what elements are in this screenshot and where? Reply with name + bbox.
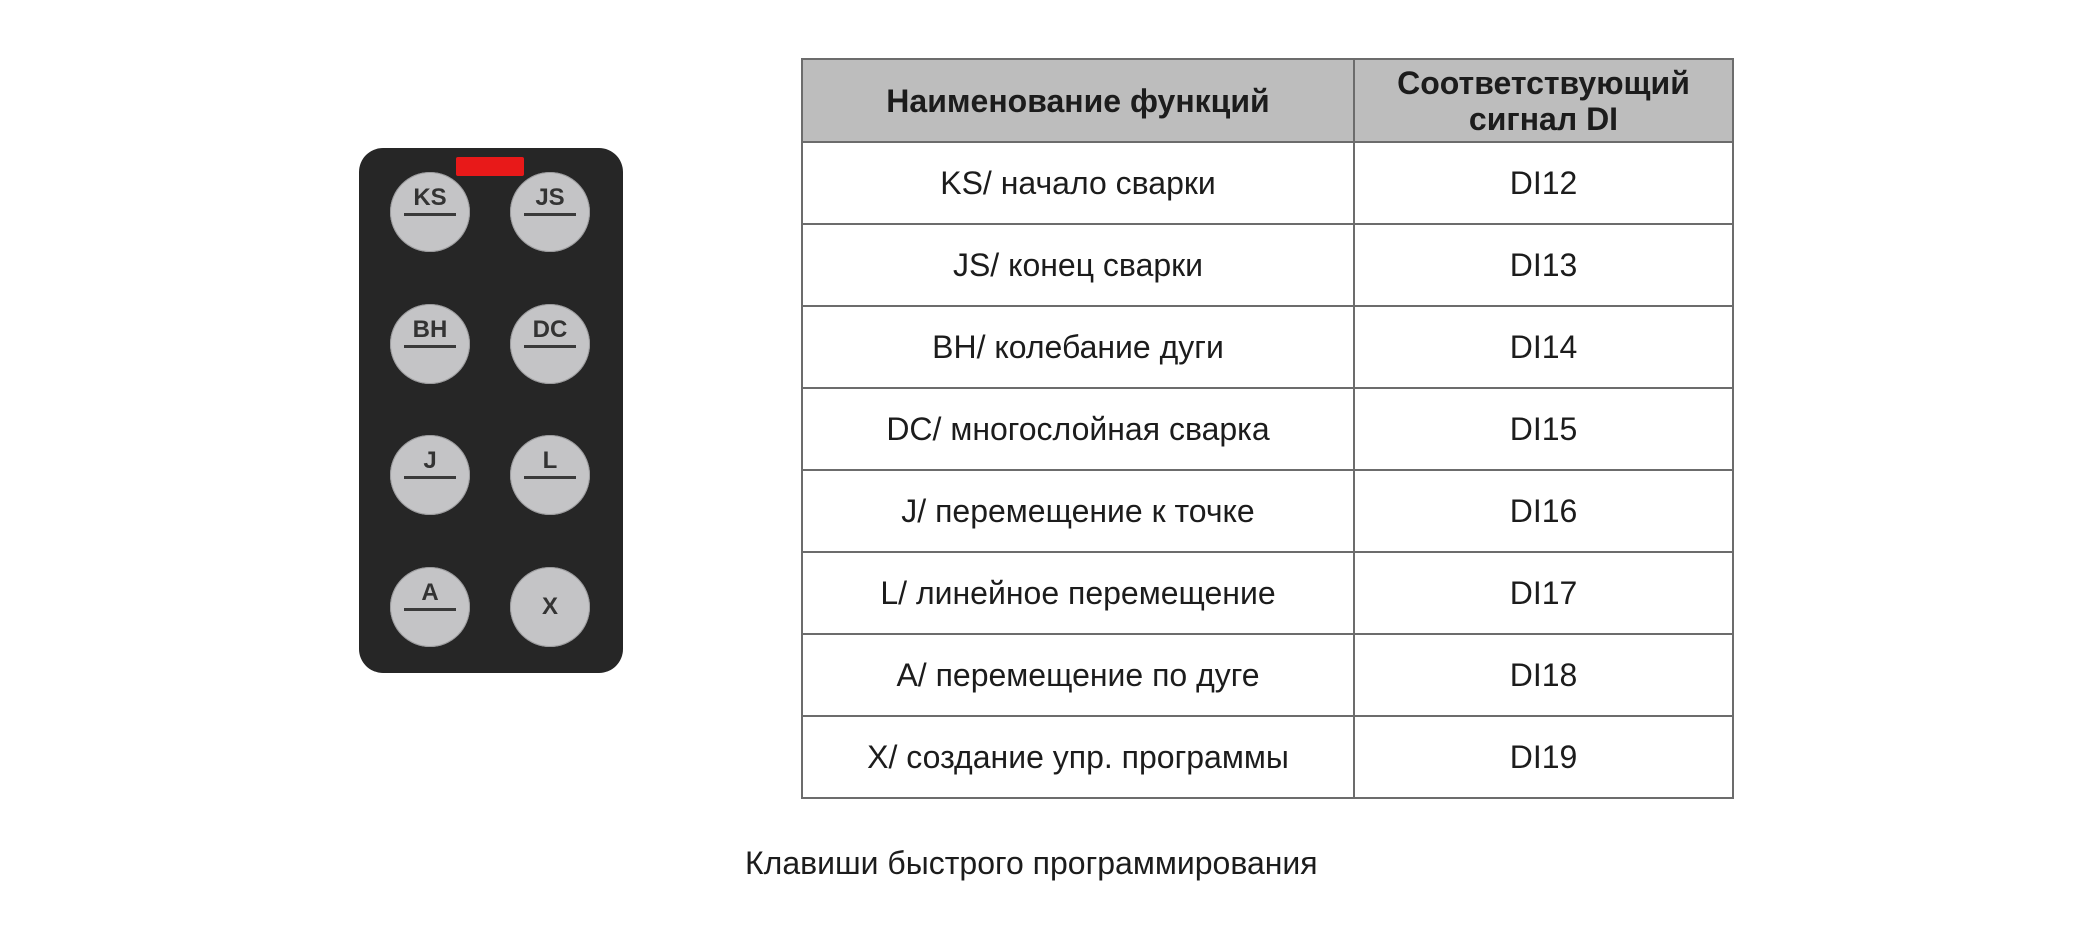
signal-cell: DI12 xyxy=(1354,142,1733,224)
table-row xyxy=(802,552,1733,634)
key-a[interactable] xyxy=(390,567,470,647)
key-bh-label: BH xyxy=(412,316,448,343)
function-cell: J/ перемещение к точке xyxy=(802,470,1354,552)
function-cell: A/ перемещение по дуге xyxy=(802,634,1354,716)
signal-cell: DI15 xyxy=(1354,388,1733,470)
key-dc-label: DC xyxy=(532,316,568,343)
key-ks[interactable] xyxy=(390,172,470,252)
key-l-label: L xyxy=(542,447,558,474)
key-js-label: JS xyxy=(535,184,565,211)
table-header-row xyxy=(802,59,1733,142)
signal-cell: DI18 xyxy=(1354,634,1733,716)
signal-cell: DI19 xyxy=(1354,716,1733,798)
signal-cell: DI16 xyxy=(1354,470,1733,552)
table-row xyxy=(802,470,1733,552)
key-j-label: J xyxy=(423,447,437,474)
function-cell: BH/ колебание дуги xyxy=(802,306,1354,388)
key-dc-underline xyxy=(524,345,576,348)
table-row xyxy=(802,142,1733,224)
table-row xyxy=(802,716,1733,798)
table-row xyxy=(802,306,1733,388)
signal-cell: DI13 xyxy=(1354,224,1733,306)
header-function-name: Наименование функций xyxy=(802,59,1354,142)
key-x[interactable] xyxy=(510,567,590,647)
table-row xyxy=(802,224,1733,306)
key-dc[interactable] xyxy=(510,304,590,384)
table-row xyxy=(802,634,1733,716)
function-cell: X/ создание упр. программы xyxy=(802,716,1354,798)
function-cell: KS/ начало сварки xyxy=(802,142,1354,224)
key-bh-underline xyxy=(404,345,456,348)
key-a-underline xyxy=(404,608,456,611)
key-ks-underline xyxy=(404,213,456,216)
key-x-label: X xyxy=(541,593,558,620)
function-cell: L/ линейное перемещение xyxy=(802,552,1354,634)
key-a-label: A xyxy=(421,579,439,606)
key-l-underline xyxy=(524,476,576,479)
key-j-underline xyxy=(404,476,456,479)
table-row xyxy=(802,388,1733,470)
key-l[interactable] xyxy=(510,435,590,515)
key-j[interactable] xyxy=(390,435,470,515)
signal-cell: DI17 xyxy=(1354,552,1733,634)
key-js-underline xyxy=(524,213,576,216)
header-di-signal: Соответствующий сигнал DI xyxy=(1354,59,1733,142)
figure-caption: Клавиши быстрого программирования xyxy=(745,845,1318,881)
key-ks-label: KS xyxy=(413,184,447,211)
indicator-led xyxy=(456,157,524,176)
quick-programming-pendant xyxy=(359,148,623,673)
signal-cell: DI14 xyxy=(1354,306,1733,388)
key-js[interactable] xyxy=(510,172,590,252)
function-signal-table xyxy=(801,58,1734,799)
function-cell: JS/ конец сварки xyxy=(802,224,1354,306)
key-bh[interactable] xyxy=(390,304,470,384)
function-cell: DC/ многослойная сварка xyxy=(802,388,1354,470)
